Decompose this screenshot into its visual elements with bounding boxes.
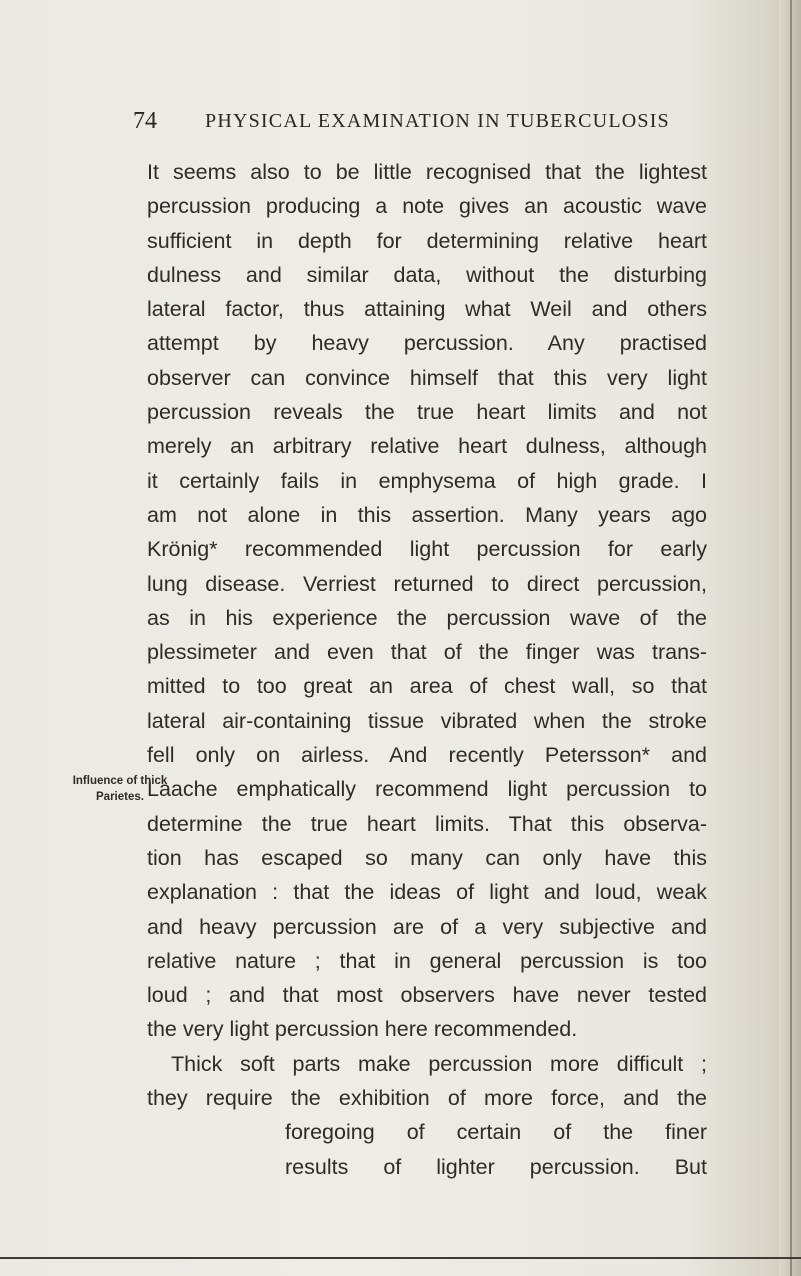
text-line: foregoing of certain of the finer [285,1120,707,1145]
text-line: Thick soft parts make percussion more difficult ; [171,1051,707,1076]
text-line: Laache emphatically recommend light percussion to [147,777,707,802]
text-line: as in his experience the percussion wave of the [147,605,707,630]
text-line: lateral factor, thus attaining what Weil and others [147,297,707,322]
text-line: explanation : that the ideas of light and loud, weak [147,880,707,905]
text-line: observer can convince himself that this very light [147,365,707,390]
text-line: results of lighter percussion. But [285,1154,707,1179]
text-line: Krönig* recommended light percussion for early [147,537,707,562]
text-line: sufficient in depth for determining relative heart [147,228,707,253]
margin-note-line: Parietes. [96,791,144,803]
text-line: it certainly fails in emphysema of high grade. I [147,468,707,493]
text-line: plessimeter and even that of the finger was trans- [147,640,707,665]
text-line: attempt by heavy percussion. Any practised [147,331,707,356]
text-line: fell only on airless. And recently Petersson* and [147,743,707,768]
text-line: lateral air-containing tissue vibrated when the stroke [147,708,707,733]
running-title: PHYSICAL EXAMINATION IN TUBERCULOSIS [205,110,670,132]
text-line: percussion producing a note gives an acoustic wave [147,194,707,219]
text-line: and heavy percussion are of a very subjective and [147,914,707,939]
bottom-edge-rule [0,1257,801,1259]
text-line: loud ; and that most observers have never tested [147,983,707,1008]
text-line: mitted to too great an area of chest wall, so that [147,674,707,699]
text-line: merely an arbitrary relative heart dulness, although [147,434,707,459]
text-line: the very light percussion here recommended. [147,1017,578,1042]
margin-note-line: Influence of thick [72,775,168,787]
text-line: relative nature ; that in general percussion is too [147,948,707,973]
page-number: 74 [133,108,157,134]
text-line: determine the true heart limits. That this observa- [147,811,707,836]
page-edge-line [790,0,792,1276]
text-line: lung disease. Verriest returned to direct percussion, [147,571,707,596]
text-line: percussion reveals the true heart limits and not [147,400,707,425]
text-line: dulness and similar data, without the disturbing [147,262,707,287]
running-header [133,105,693,137]
text-line: they require the exhibition of more force, and the [147,1086,707,1111]
text-line: It seems also to be little recognised that the lightest [147,160,707,184]
text-line: am not alone in this assertion. Many years ago [147,502,707,527]
body-text [147,155,707,1184]
text-line: tion has escaped so many can only have this [147,845,707,870]
margin-note [60,773,180,805]
